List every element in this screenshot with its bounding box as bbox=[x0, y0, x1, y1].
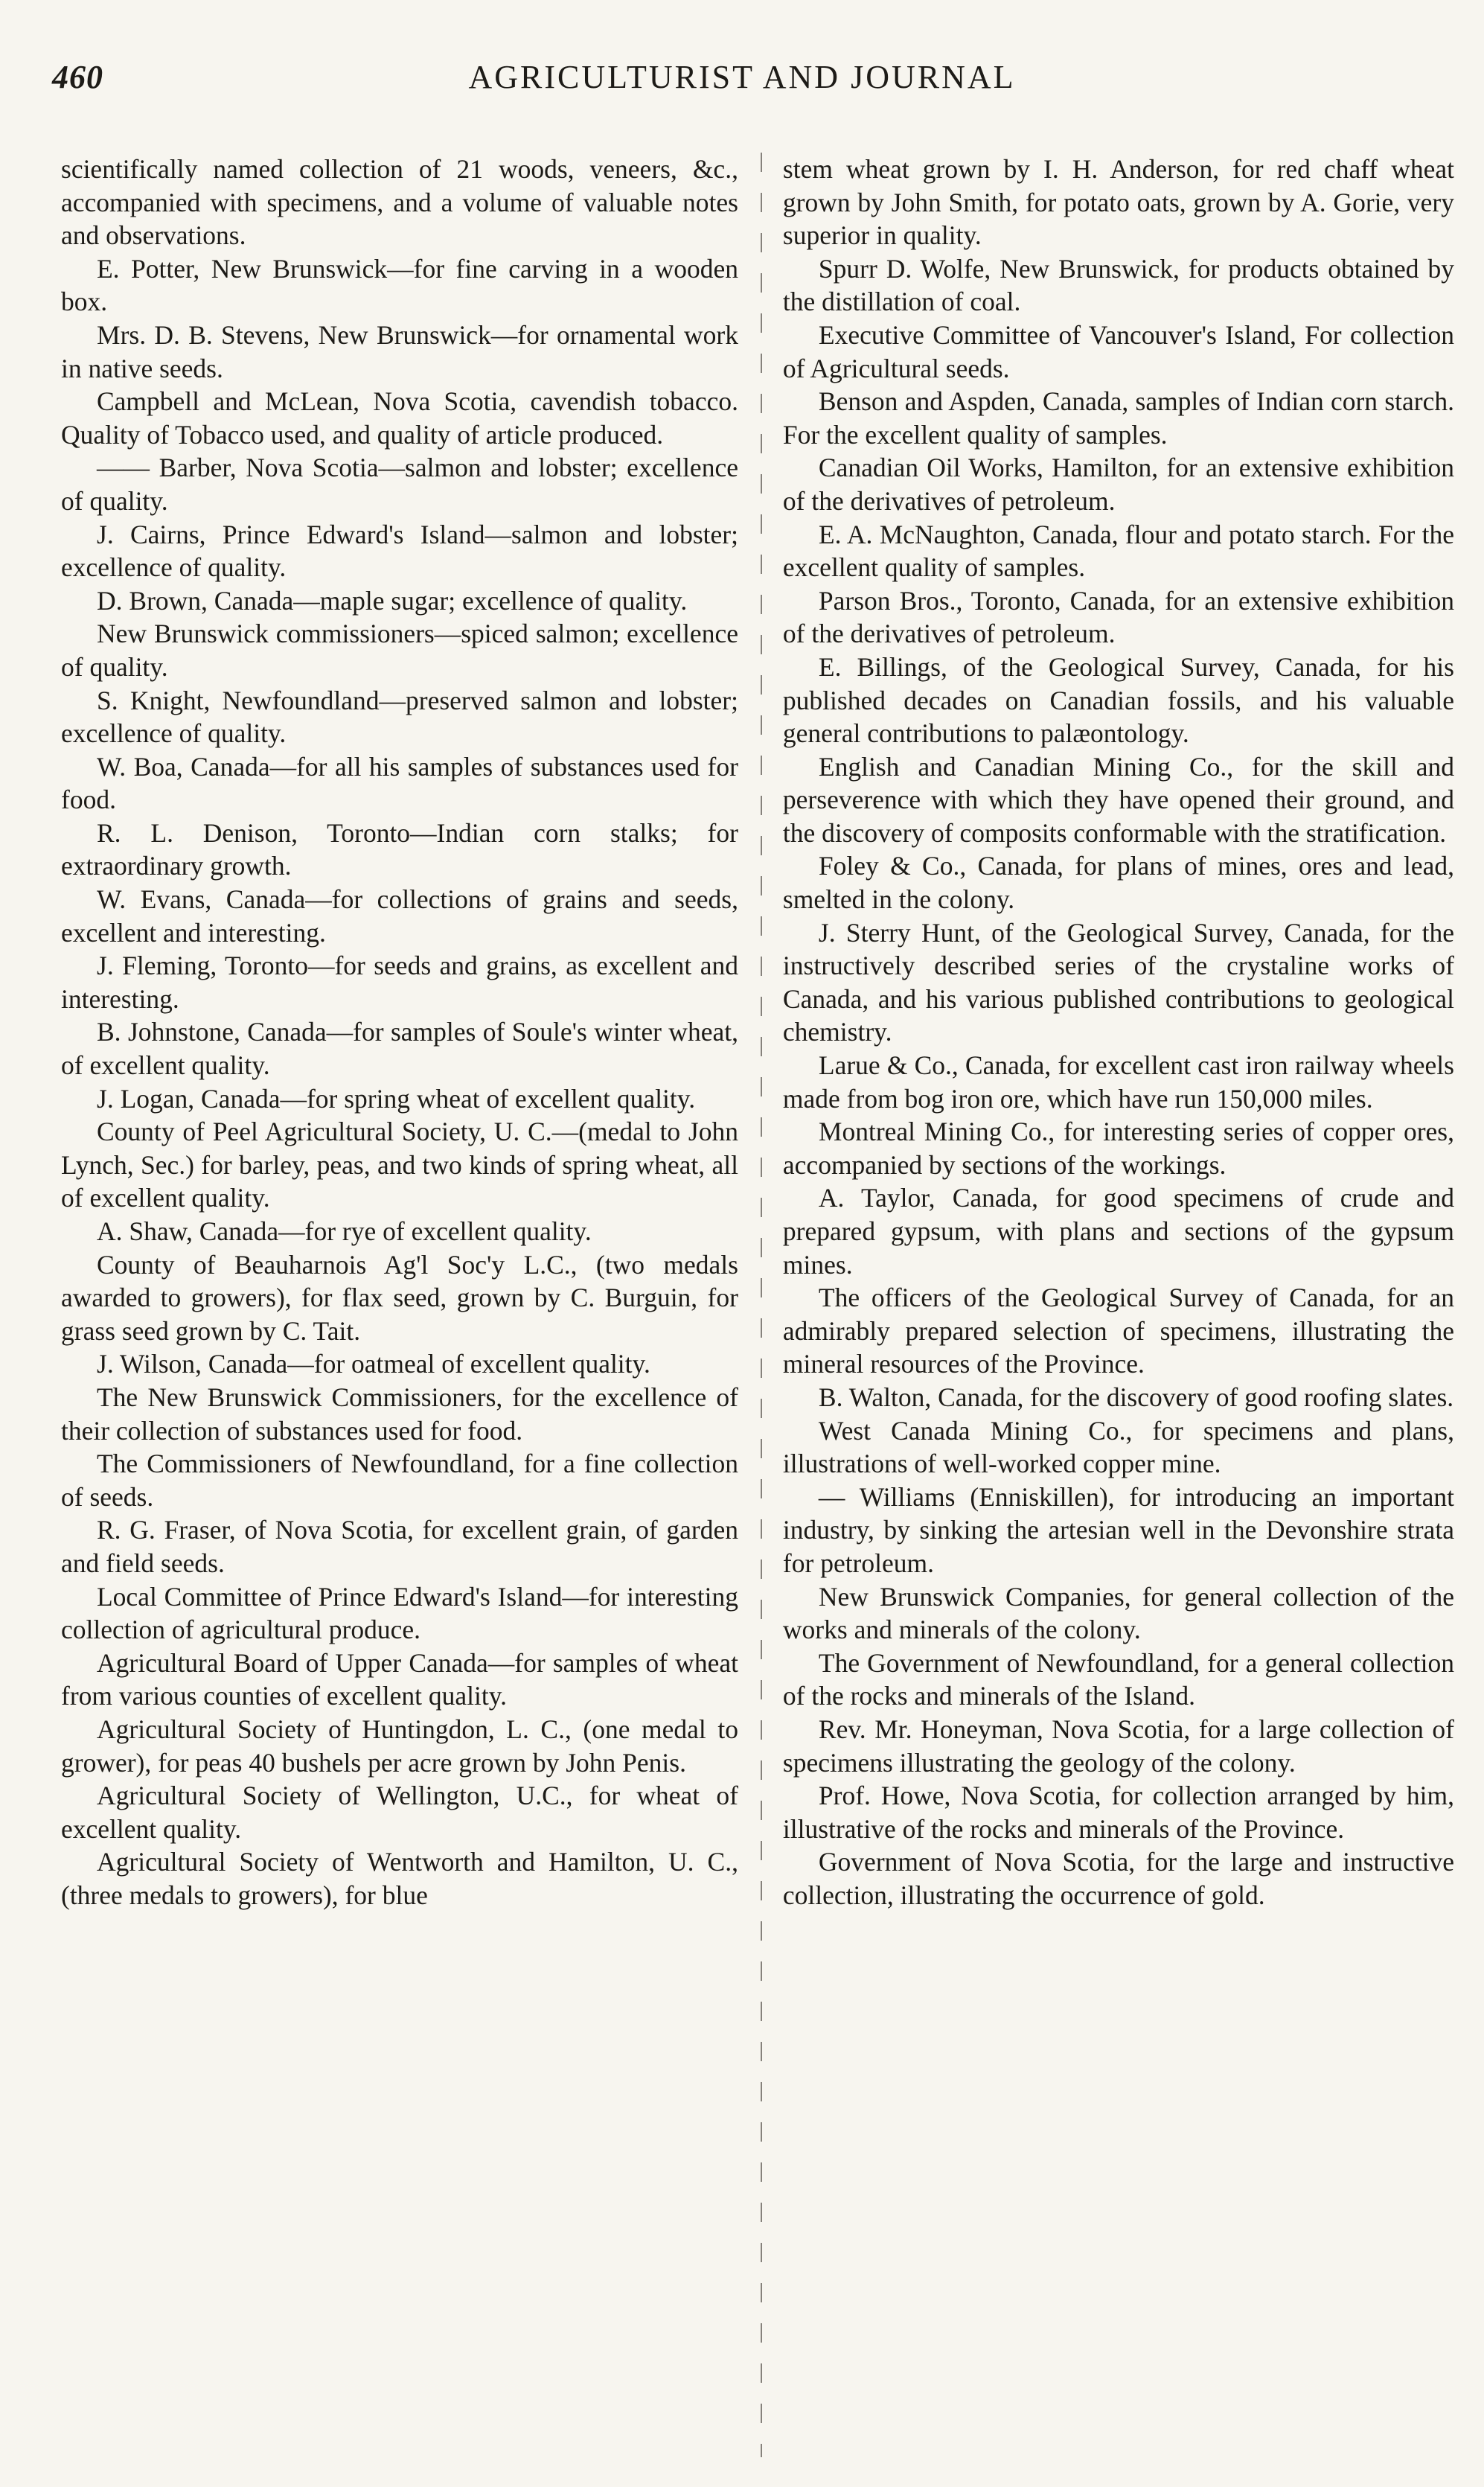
award-entry: B. Walton, Canada, for the discovery of good roofing slates. bbox=[818, 1382, 1454, 1412]
award-entry: English and Canadian Mining Co., for the skill and perseverence with which they have opened their ground, and the discovery of composits conformable with the stratification. bbox=[782, 751, 1454, 848]
award-entry: — Williams (Enniskillen), for introducing an important industry, by sinking the artesian well in the Devonshire strata for petroleum. bbox=[782, 1481, 1454, 1578]
column-divider bbox=[761, 153, 762, 2457]
award-entry: Local Committee of Prince Edward's Island—for interesting collection of agricultural produce. bbox=[61, 1581, 738, 1645]
award-entry: J. Sterry Hunt, of the Geological Survey, Canada, for the instructively described series of the crystaline works of Canada, and his various published contributions to geological chemistry. bbox=[782, 917, 1454, 1047]
award-entry: Canadian Oil Works, Hamilton, for an extensive exhibition of the derivatives of petroleum. bbox=[782, 453, 1454, 516]
award-entry: The officers of the Geological Survey of Canada, for an admirably prepared selection of specimens, illustrating the mineral resources of the Province. bbox=[782, 1283, 1454, 1379]
page-number: 460 bbox=[52, 59, 103, 95]
award-entry: Mrs. D. B. Stevens, New Brunswick—for ornamental work in native seeds. bbox=[61, 319, 738, 383]
award-entry: Executive Committee of Vancouver's Island, For collection of Agricultural seeds. bbox=[782, 319, 1454, 383]
award-entry: J. Logan, Canada—for spring wheat of excellent quality. bbox=[97, 1083, 696, 1114]
award-entry: J. Fleming, Toronto—for seeds and grains, as excellent and interesting. bbox=[61, 951, 738, 1014]
award-entry: The New Brunswick Commissioners, for the excellence of their collection of substances used for food. bbox=[61, 1382, 738, 1446]
award-entry: E. Billings, of the Geological Survey, Canada, for his published decades on Canadian fossils, and his valuable general contributions to palæontology. bbox=[782, 651, 1454, 749]
award-entry: County of Beauharnois Ag'l Soc'y L.C., (two medals awarded to growers), for flax seed, grown by C. Burguin, for grass seed grown by C. Tait. bbox=[61, 1249, 738, 1346]
award-entry: Benson and Aspden, Canada, samples of Indian corn starch. For the excellent quality of samples. bbox=[782, 386, 1454, 450]
award-entry: Agricultural Board of Upper Canada—for samples of wheat from various counties of excellent quality. bbox=[61, 1647, 738, 1711]
page-header bbox=[52, 52, 1432, 112]
award-entry: J. Wilson, Canada—for oatmeal of excellent quality. bbox=[97, 1349, 650, 1379]
award-entry: West Canada Mining Co., for specimens and plans, illustrations of well-worked copper mine. bbox=[782, 1415, 1454, 1479]
award-entry: Agricultural Society of Wellington, U.C., for wheat of excellent quality. bbox=[61, 1781, 738, 1844]
award-entry: W. Boa, Canada—for all his samples of substances used for food. bbox=[61, 751, 738, 815]
award-entry: Montreal Mining Co., for interesting series of copper ores, accompanied by sections of the workings. bbox=[782, 1117, 1454, 1180]
award-entry: Agricultural Society of Huntingdon, L. C., (one medal to grower), for peas 40 bushels per acre grown by John Penis. bbox=[61, 1714, 738, 1778]
award-entry: Spurr D. Wolfe, New Brunswick, for products obtained by the distillation of coal. bbox=[782, 253, 1454, 317]
award-entry: E. Potter, New Brunswick—for fine carving in a wooden box. bbox=[61, 253, 738, 317]
award-entry: stem wheat grown by I. H. Anderson, for red chaff wheat grown by John Smith, for potato oats, grown by A. Gorie, very superior in quality. bbox=[782, 154, 1454, 251]
award-entry: —— Barber, Nova Scotia—salmon and lobster; excellence of quality. bbox=[61, 453, 738, 516]
award-entry: E. A. McNaughton, Canada, flour and potato starch. For the excellent quality of samples. bbox=[782, 519, 1454, 583]
text-columns bbox=[61, 153, 1462, 2457]
award-entry: New Brunswick commissioners—spiced salmon; excellence of quality. bbox=[61, 619, 738, 682]
award-entry: Government of Nova Scotia, for the large and instructive collection, illustrating the occurrence of gold. bbox=[782, 1847, 1454, 1910]
award-entry: Campbell and McLean, Nova Scotia, cavendish tobacco. Quality of Tobacco used, and quality of article produced. bbox=[61, 386, 738, 450]
award-entry: R. G. Fraser, of Nova Scotia, for excellent grain, of garden and field seeds. bbox=[61, 1515, 738, 1578]
award-entry: scientifically named collection of 21 woods, veneers, &c., accompanied with specimens, and a volume of valuable notes and observations. bbox=[61, 154, 738, 251]
right-column bbox=[762, 153, 1462, 2457]
running-head: AGRICULTURIST AND JOURNAL bbox=[468, 59, 1016, 95]
award-entry: The Commissioners of Newfoundland, for a fine collection of seeds. bbox=[61, 1449, 738, 1512]
award-entry: Rev. Mr. Honeyman, Nova Scotia, for a large collection of specimens illustrating the geology of the colony. bbox=[782, 1714, 1454, 1778]
award-entry: J. Cairns, Prince Edward's Island—salmon and lobster; excellence of quality. bbox=[61, 519, 738, 583]
award-entry: R. L. Denison, Toronto—Indian corn stalks; for extraordinary growth. bbox=[61, 817, 738, 881]
award-entry: County of Peel Agricultural Society, U. C.—(medal to John Lynch, Sec.) for barley, peas, and two kinds of spring wheat, all of excellent quality. bbox=[61, 1117, 738, 1213]
award-entry: S. Knight, Newfoundland—preserved salmon and lobster; excellence of quality. bbox=[61, 685, 738, 749]
left-column bbox=[61, 153, 761, 2457]
award-entry: A. Taylor, Canada, for good specimens of crude and prepared gypsum, with plans and sections of the gypsum mines. bbox=[782, 1183, 1454, 1280]
award-entry: Larue & Co., Canada, for excellent cast iron railway wheels made from bog iron ore, which have run 150,000 miles. bbox=[782, 1050, 1454, 1114]
award-entry: The Government of Newfoundland, for a general collection of the rocks and minerals of the Island. bbox=[782, 1647, 1454, 1711]
award-entry: Foley & Co., Canada, for plans of mines, ores and lead, smelted in the colony. bbox=[782, 851, 1454, 915]
award-entry: Prof. Howe, Nova Scotia, for collection arranged by him, illustrative of the rocks and minerals of the Province. bbox=[782, 1781, 1454, 1844]
award-entry: W. Evans, Canada—for collections of grains and seeds, excellent and interesting. bbox=[61, 884, 738, 948]
award-entry: A. Shaw, Canada—for rye of excellent quality. bbox=[97, 1216, 592, 1246]
award-entry: D. Brown, Canada—maple sugar; excellence of quality. bbox=[97, 585, 688, 616]
award-entry: New Brunswick Companies, for general collection of the works and minerals of the colony. bbox=[782, 1581, 1454, 1645]
award-entry: Parson Bros., Toronto, Canada, for an extensive exhibition of the derivatives of petroleum. bbox=[782, 585, 1454, 649]
award-entry: Agricultural Society of Wentworth and Hamilton, U. C., (three medals to growers), for blue bbox=[61, 1847, 738, 1910]
award-entry: B. Johnstone, Canada—for samples of Soule's winter wheat, of excellent quality. bbox=[61, 1017, 738, 1081]
